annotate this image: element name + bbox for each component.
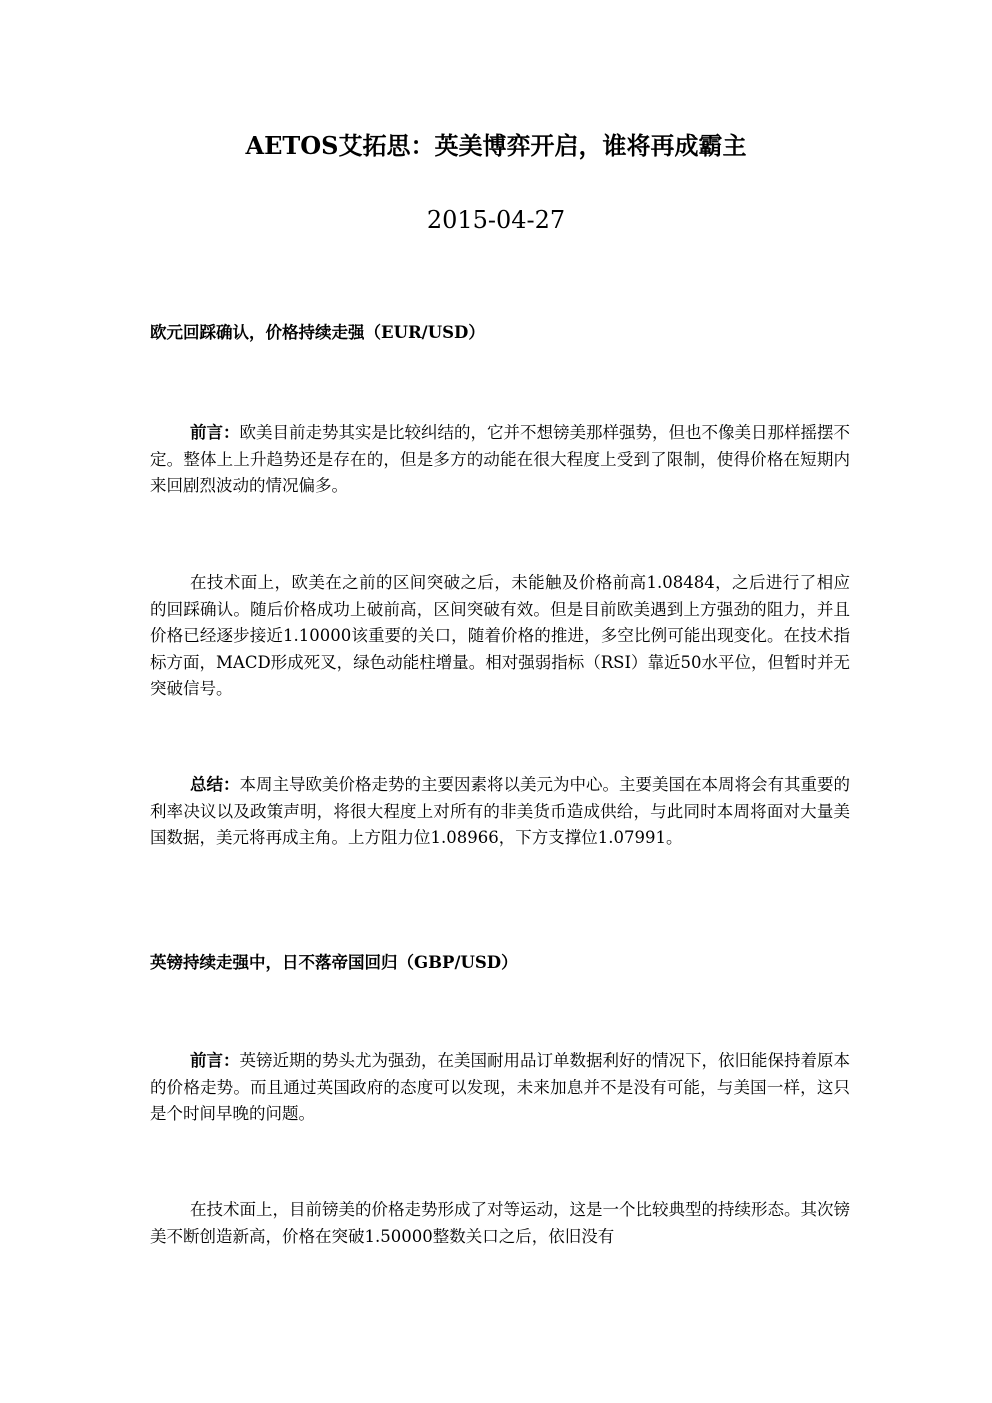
- eurusd-summary-label: 总结：: [190, 775, 240, 794]
- eurusd-preface-label: 前言：: [190, 423, 240, 442]
- gbpusd-preface-text: 英镑近期的势头尤为强劲，在美国耐用品订单数据利好的情况下，依旧能保持着原本的价格走势。而且通过英国政府的态度可以发现，未来加息并不是没有可能，与美国一样，这只是个时间早晚的问题。: [150, 1051, 850, 1123]
- gbpusd-preface-paragraph: [150, 1048, 850, 1128]
- section-heading-eurusd: 欧元回踩确认，价格持续走强（EUR/USD）: [150, 323, 485, 342]
- eurusd-technical-paragraph: 在技术面上，欧美在之前的区间突破之后，未能触及价格前高1.08484，之后进行了相应的回踩确认。随后价格成功上破前高，区间突破有效。但是目前欧美遇到上方强劲的阻力，并且价格已经逐步接近1.10000该重要的关口，随着价格的推进，多空比例可能出现变化。在技术指标方面，MACD形成死叉，绿色动能柱增量。相对强弱指标（RSI）靠近50水平位，但暂时并无突破信号。: [150, 573, 850, 698]
- eurusd-summary-paragraph: [150, 772, 850, 852]
- document-date: 2015-04-27: [426, 206, 566, 234]
- gbpusd-preface-label: 前言：: [190, 1051, 240, 1070]
- eurusd-preface-paragraph: [150, 420, 850, 500]
- eurusd-summary-text: 本周主导欧美价格走势的主要因素将以美元为中心。主要美国在本周将会有其重要的利率决议以及政策声明，将很大程度上对所有的非美货币造成供给，与此同时本周将面对大量美国数据，美元将再成主角。上方阻力位1.08966，下方支撑位1.07991。: [150, 775, 850, 847]
- document-title: AETOS艾拓思：英美博弈开启，谁将再成霸主: [245, 131, 747, 160]
- eurusd-preface-text: 欧美目前走势其实是比较纠结的，它并不想镑美那样强势，但也不像美日那样摇摆不定。整体上上升趋势还是存在的，但是多方的动能在很大程度上受到了限制，使得价格在短期内来回剧烈波动的情况偏多。: [150, 423, 850, 495]
- gbpusd-technical-paragraph: 在技术面上，目前镑美的价格走势形成了对等运动，这是一个比较典型的持续形态。其次镑美不断创造新高，价格在突破1.50000整数关口之后，依旧没有: [150, 1200, 850, 1246]
- section-heading-gbpusd: 英镑持续走强中，日不落帝国回归（GBP/USD）: [150, 953, 518, 972]
